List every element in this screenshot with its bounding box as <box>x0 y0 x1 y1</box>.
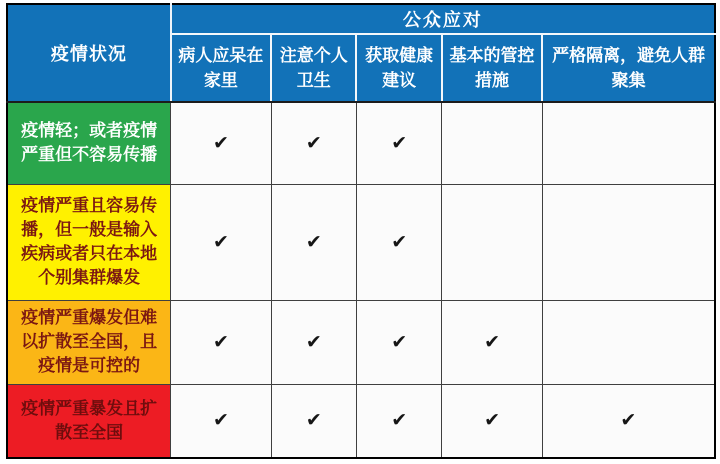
check-cell-r1-c5 <box>542 102 715 184</box>
check-cell-r1-c3: ✔ <box>356 102 441 184</box>
row-label-cell-4: 疫情严重暴发且扩散至全国 <box>7 384 171 458</box>
check-cell-r3-c3: ✔ <box>356 300 441 384</box>
group-header-row <box>7 4 715 34</box>
check-cell-r4-c5: ✔ <box>542 384 715 458</box>
row-label-cell-2: 疫情严重且容易传播，但一般是输入疾病或者只在本地个别集群爆发 <box>7 184 171 300</box>
check-cell-r3-c1: ✔ <box>171 300 271 384</box>
check-cell-r4-c4: ✔ <box>442 384 542 458</box>
group-header-cell: 公众应对 <box>171 4 715 34</box>
check-cell-r4-c2: ✔ <box>271 384 356 458</box>
corner-header-cell: 疫情状况 <box>7 4 171 102</box>
column-header-cell-4: 基本的管控措施 <box>442 34 542 102</box>
table-row-severe-imported <box>7 184 715 300</box>
check-cell-r3-c4: ✔ <box>442 300 542 384</box>
check-cell-r3-c2: ✔ <box>271 300 356 384</box>
check-cell-r4-c3: ✔ <box>356 384 441 458</box>
epidemic-response-table <box>6 3 716 459</box>
check-cell-r2-c5 <box>542 184 715 300</box>
table-row-severe-controllable <box>7 300 715 384</box>
column-header-cell-2: 注意个人卫生 <box>271 34 356 102</box>
check-cell-r3-c5 <box>542 300 715 384</box>
check-cell-r1-c4 <box>442 102 542 184</box>
row-label-cell-1: 疫情轻；或者疫情严重但不容易传播 <box>7 102 171 184</box>
check-cell-r1-c2: ✔ <box>271 102 356 184</box>
check-cell-r2-c3: ✔ <box>356 184 441 300</box>
table-row-nationwide <box>7 384 715 458</box>
check-cell-r4-c1: ✔ <box>171 384 271 458</box>
row-label-cell-3: 疫情严重爆发但难以扩散至全国，且疫情是可控的 <box>7 300 171 384</box>
column-header-cell-5: 严格隔离，避免人群聚集 <box>542 34 715 102</box>
check-cell-r2-c2: ✔ <box>271 184 356 300</box>
table-row-mild <box>7 102 715 184</box>
check-cell-r1-c1: ✔ <box>171 102 271 184</box>
check-cell-r2-c1: ✔ <box>171 184 271 300</box>
column-header-cell-1: 病人应呆在家里 <box>171 34 271 102</box>
check-cell-r2-c4 <box>442 184 542 300</box>
column-header-cell-3: 获取健康建议 <box>356 34 441 102</box>
